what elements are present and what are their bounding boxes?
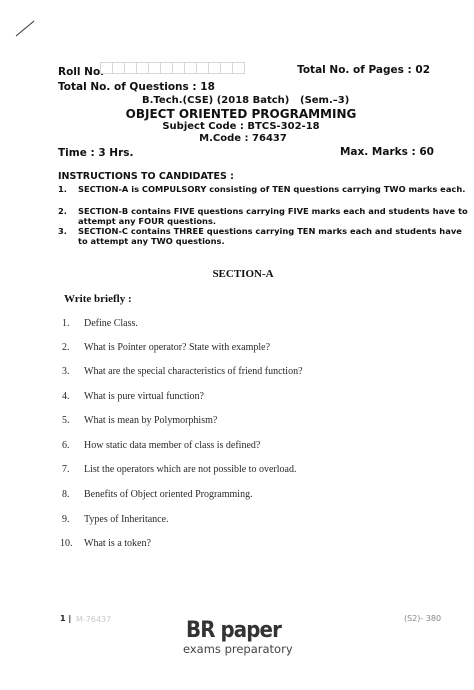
- instruction-item: [58, 226, 462, 246]
- pen-mark-icon: [14, 18, 38, 38]
- question-number: 9.: [62, 514, 70, 525]
- question-text: Benefits of Object oriented Programming.: [84, 489, 253, 500]
- question-text: Define Class.: [84, 318, 138, 329]
- question-number: 3.: [62, 366, 70, 377]
- semester: (Sem.–3): [300, 95, 350, 106]
- m-code: M.Code : 76437: [199, 133, 287, 144]
- question-number: 6.: [62, 440, 70, 451]
- question-text: What is mean by Polymorphism?: [84, 415, 218, 426]
- total-pages: Total No. of Pages : 02: [297, 64, 430, 76]
- brpaper-tagline: exams preparatory: [183, 642, 293, 656]
- instruction-item: [58, 206, 468, 226]
- instruction-item: [58, 184, 466, 204]
- question-number: 4.: [62, 391, 70, 402]
- instruction-text: SECTION-B contains FIVE questions carrying FIVE marks each and students have to attempt any FOUR questions.: [78, 206, 468, 226]
- question-number: 8.: [62, 489, 70, 500]
- question-text: List the operators which are not possible to overload.: [84, 464, 297, 475]
- section-prompt: Write briefly :: [64, 293, 132, 305]
- question-text: What is Pointer operator? State with example?: [84, 342, 271, 353]
- brpaper-logo: BR paper: [186, 618, 281, 643]
- question-number: 7.: [62, 464, 70, 475]
- instruction-text: SECTION-A is COMPULSORY consisting of TEN questions carrying TWO marks each.: [78, 184, 466, 194]
- instruction-text: SECTION-C contains THREE questions carrying TEN marks each and students have to attempt any TWO questions.: [78, 226, 462, 246]
- roll-no-boxes: [100, 62, 244, 74]
- page-number: 1 |: [60, 614, 72, 623]
- question-number: 1.: [62, 318, 70, 329]
- question-text: Types of Inheritance.: [84, 514, 169, 525]
- question-number: 2.: [62, 342, 70, 353]
- question-number: 5.: [62, 415, 70, 426]
- course-name: B.Tech.(CSE) (2018 Batch): [142, 95, 290, 106]
- total-questions: Total No. of Questions : 18: [58, 81, 215, 93]
- subject-title: OBJECT ORIENTED PROGRAMMING: [125, 107, 357, 121]
- instruction-number: 2.: [58, 206, 67, 216]
- question-text: What are the special characteristics of friend function?: [84, 366, 303, 377]
- instruction-number: 3.: [58, 226, 67, 236]
- section-a-title: SECTION-A: [212, 268, 274, 280]
- question-text: How static data member of class is defined?: [84, 440, 261, 451]
- instruction-number: 1.: [58, 184, 67, 194]
- roll-no-label: Roll No.: [58, 66, 105, 78]
- footer-reference: (S2)- 380: [404, 614, 442, 623]
- instructions-heading: INSTRUCTIONS TO CANDIDATES :: [58, 171, 234, 182]
- question-text: What is a token?: [84, 538, 151, 549]
- subject-code: Subject Code : BTCS-302-18: [162, 121, 320, 132]
- time-allowed: Time : 3 Hrs.: [58, 147, 134, 159]
- question-number: 10.: [60, 538, 73, 549]
- max-marks: Max. Marks : 60: [339, 146, 434, 158]
- footer-m-code: M-76437: [76, 615, 112, 624]
- question-text: What is pure virtual function?: [84, 391, 204, 402]
